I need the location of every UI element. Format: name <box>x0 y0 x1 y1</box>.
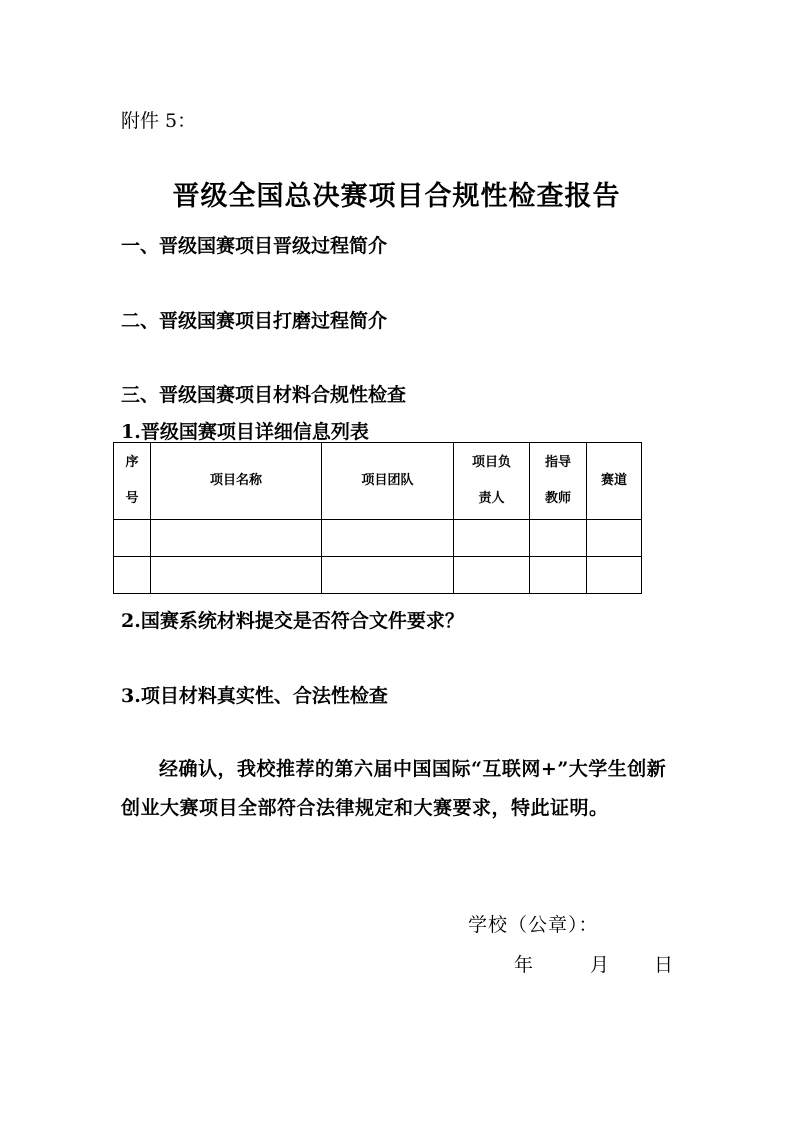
table-cell[interactable] <box>322 520 454 557</box>
section-heading-3: 三、晋级国赛项目材料合规性检查 <box>121 384 407 406</box>
header-leader-line2: 责人 <box>478 491 505 506</box>
header-project-team: 项目团队 <box>322 443 454 520</box>
table-cell[interactable] <box>322 557 454 594</box>
table-cell[interactable] <box>114 520 151 557</box>
header-mentor-line1: 指导 <box>544 455 571 470</box>
header-seq-line2: 号 <box>125 491 139 506</box>
date-month-label: 月 <box>590 954 610 976</box>
table-cell[interactable] <box>530 520 587 557</box>
table-row <box>114 557 642 594</box>
header-seq-line1: 序 <box>125 455 139 470</box>
table-cell[interactable] <box>454 557 530 594</box>
school-seal-label: 学校（公章）： <box>468 914 599 936</box>
header-seq <box>114 443 151 520</box>
table-cell[interactable] <box>114 557 151 594</box>
header-mentor-line2: 教师 <box>544 491 571 506</box>
page-title: 晋级全国总决赛项目合规性检查报告 <box>172 181 621 212</box>
attachment-label: 附件 5： <box>121 110 197 132</box>
table-cell[interactable] <box>454 520 530 557</box>
subsection-heading-3: 3.项目材料真实性、合法性检查 <box>121 685 388 707</box>
table-cell[interactable] <box>151 520 322 557</box>
header-leader-line1: 项目负 <box>471 455 511 470</box>
table-cell[interactable] <box>530 557 587 594</box>
header-mentor <box>530 443 587 520</box>
header-project-name: 项目名称 <box>151 443 322 520</box>
date-year-label: 年 <box>514 954 534 976</box>
project-info-table <box>113 442 642 594</box>
table-cell[interactable] <box>151 557 322 594</box>
date-day-label: 日 <box>654 954 674 976</box>
section-heading-1: 一、晋级国赛项目晋级过程简介 <box>121 235 388 257</box>
subsection-heading-2: 2.国赛系统材料提交是否符合文件要求？ <box>121 610 464 632</box>
confirmation-paragraph: 经确认，我校推荐的第六届中国国际“互联网+”大学生创新创业大赛项目全部符合法律规定和大赛要求，特此证明。 <box>121 758 667 819</box>
header-project-leader <box>454 443 530 520</box>
header-track: 赛道 <box>587 443 642 520</box>
table-row <box>114 520 642 557</box>
table-cell[interactable] <box>587 520 642 557</box>
section-heading-2: 二、晋级国赛项目打磨过程简介 <box>121 310 388 332</box>
table-cell[interactable] <box>587 557 642 594</box>
subsection-heading-1: 1.晋级国赛项目详细信息列表 <box>121 421 369 443</box>
table-header-row <box>114 443 642 520</box>
